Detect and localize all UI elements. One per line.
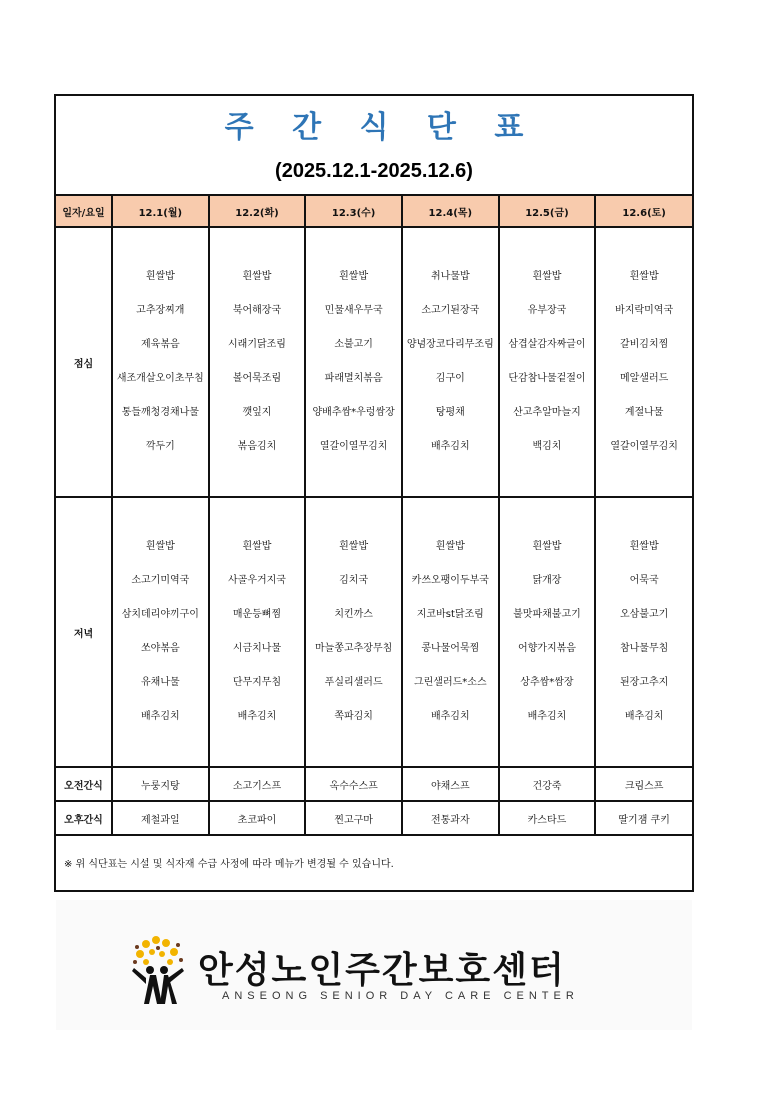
menu-item: 불맛파채불고기 <box>513 609 581 620</box>
menu-item: 흰쌀밥 <box>242 541 272 552</box>
menu-item: 삼겹살감자짜글이 <box>508 339 586 350</box>
menu-item: 민물새우무국 <box>324 305 383 316</box>
menu-item: 상추쌈*쌈장 <box>520 677 574 688</box>
center-subtitle: ANSEONG SENIOR DAY CARE CENTER <box>222 990 579 1002</box>
weekly-menu-sheet <box>54 94 694 892</box>
menu-item: 고추장찌개 <box>136 305 185 316</box>
menu-item: 흰쌀밥 <box>629 541 659 552</box>
dinner-cell <box>499 497 596 767</box>
date-day-header: 일자/요일 <box>56 196 112 227</box>
note-row <box>56 835 692 888</box>
menu-item: 계절나물 <box>624 407 664 418</box>
menu-item: 제육볶음 <box>141 339 180 350</box>
lunch-cell <box>499 227 596 497</box>
day-header: 12.3(수) <box>305 196 402 227</box>
menu-item: 흰쌀밥 <box>339 271 369 282</box>
tree-people-icon <box>126 934 190 1008</box>
lunch-cell <box>209 227 306 497</box>
menu-item: 치킨까스 <box>334 609 373 620</box>
lunch-label: 점심 <box>56 227 112 497</box>
menu-item: 흰쌀밥 <box>145 271 175 282</box>
menu-item: 단무지무침 <box>232 677 282 688</box>
menu-item: 양배추쌈*우렁쌈장 <box>312 407 395 418</box>
menu-item: 탕평채 <box>435 407 465 418</box>
menu-item: 흰쌀밥 <box>242 271 272 282</box>
menu-item: 흰쌀밥 <box>339 541 369 552</box>
dinner-cell <box>402 497 499 767</box>
menu-item: 지코바st닭조림 <box>416 609 484 620</box>
lunch-cell <box>595 227 692 497</box>
menu-item: 유부장국 <box>527 305 567 316</box>
afternoon-snack-row <box>56 801 692 835</box>
menu-item: 소불고기 <box>334 339 373 350</box>
menu-item: 카쓰오팽이두부국 <box>411 575 489 586</box>
snack-cell: 딸기잼 쿠키 <box>595 801 692 835</box>
lunch-cell <box>305 227 402 497</box>
menu-item: 배추김치 <box>430 441 470 452</box>
menu-item: 흰쌀밥 <box>435 541 465 552</box>
menu-item: 단감참나물겉절이 <box>508 373 586 384</box>
snack-cell: 찐고구마 <box>305 801 402 835</box>
date-range: (2025.12.1-2025.12.6) <box>275 160 473 182</box>
snack-cell: 누룽지탕 <box>112 767 209 801</box>
menu-item: 매운등뼈찜 <box>232 609 282 620</box>
lunch-cell <box>402 227 499 497</box>
menu-item: 흰쌀밥 <box>532 541 562 552</box>
page-title: 주 간 식 단 표 <box>224 110 538 145</box>
notice-text: ※ 위 식단표는 시설 및 식자재 수급 사정에 따라 메뉴가 변경될 수 있습니다. <box>56 835 692 888</box>
menu-item: 백김치 <box>532 441 562 452</box>
menu-table <box>56 196 692 888</box>
menu-item: 취나물밥 <box>430 271 470 282</box>
snack-cell: 옥수수스프 <box>305 767 402 801</box>
menu-item: 깍두기 <box>145 441 175 452</box>
menu-item: 김치국 <box>339 575 369 586</box>
menu-item: 통들깨청경채나물 <box>121 407 199 418</box>
dinner-cell <box>112 497 209 767</box>
menu-item: 열갈이열무김치 <box>319 441 388 452</box>
menu-item: 김구이 <box>435 373 465 384</box>
menu-item: 쏘야볶음 <box>141 643 180 654</box>
menu-item: 흰쌀밥 <box>145 541 175 552</box>
morning-snack-row <box>56 767 692 801</box>
menu-item: 산고추알마늘지 <box>513 407 581 418</box>
day-header: 12.4(목) <box>402 196 499 227</box>
menu-item: 오삼불고기 <box>619 609 669 620</box>
day-header: 12.2(화) <box>209 196 306 227</box>
menu-item: 어묵국 <box>629 575 659 586</box>
center-name: 안성노인주간보호센터 <box>198 950 566 991</box>
snack-cell: 소고기스프 <box>209 767 306 801</box>
menu-item: 삼치데리야끼구이 <box>121 609 199 620</box>
menu-item: 닭개장 <box>532 575 562 586</box>
menu-item: 어향가지볶음 <box>517 643 576 654</box>
menu-item: 그린샐러드*소스 <box>413 677 487 688</box>
center-logo <box>56 900 692 1030</box>
dinner-cell <box>209 497 306 767</box>
day-header: 12.6(토) <box>595 196 692 227</box>
menu-item: 볶음김치 <box>237 441 277 452</box>
menu-item: 갈비김치찜 <box>619 339 669 350</box>
menu-item: 소고기된장국 <box>421 305 480 316</box>
menu-item: 흰쌀밥 <box>629 271 659 282</box>
menu-item: 북어해장국 <box>232 305 282 316</box>
menu-item: 깻잎지 <box>242 407 272 418</box>
header-row <box>56 196 692 227</box>
menu-item: 시래기닭조림 <box>228 339 286 350</box>
snack-cell: 크림스프 <box>595 767 692 801</box>
menu-item: 바지락미역국 <box>615 305 674 316</box>
day-header: 12.5(금) <box>499 196 596 227</box>
menu-item: 배추김치 <box>624 711 664 722</box>
snack-cell: 카스타드 <box>499 801 596 835</box>
snack-cell: 초코파이 <box>209 801 306 835</box>
title-block <box>56 96 692 196</box>
menu-item: 쪽파김치 <box>334 711 373 722</box>
day-header: 12.1(월) <box>112 196 209 227</box>
menu-item: 열갈이열무김치 <box>610 441 678 452</box>
menu-item: 메알샐러드 <box>619 373 669 384</box>
menu-item: 푸실리샐러드 <box>324 677 383 688</box>
lunch-row <box>56 227 692 497</box>
menu-item: 배추김치 <box>430 711 470 722</box>
menu-item: 마늘쫑고추장무침 <box>315 643 393 654</box>
menu-item: 소고기미역국 <box>131 575 190 586</box>
dinner-cell <box>595 497 692 767</box>
menu-item: 배추김치 <box>527 711 567 722</box>
menu-item: 배추김치 <box>237 711 277 722</box>
snack-cell: 야채스프 <box>402 767 499 801</box>
menu-item: 유채나물 <box>141 677 180 688</box>
menu-item: 파래멸치볶음 <box>324 373 383 384</box>
menu-item: 배추김치 <box>141 711 180 722</box>
menu-item: 흰쌀밥 <box>532 271 562 282</box>
menu-item: 볼어묵조림 <box>232 373 282 384</box>
snack-cell: 건강죽 <box>499 767 596 801</box>
menu-item: 시금치나물 <box>232 643 282 654</box>
menu-item: 된장고추지 <box>619 677 669 688</box>
menu-item: 사골우거지국 <box>228 575 286 586</box>
menu-item: 양념장코다리무조림 <box>406 339 494 350</box>
menu-item: 콩나물어묵찜 <box>421 643 480 654</box>
morning-snack-label: 오전간식 <box>56 767 112 801</box>
menu-item: 새조개살오이초무침 <box>116 373 204 384</box>
snack-cell: 제철과일 <box>112 801 209 835</box>
dinner-label: 저녁 <box>56 497 112 767</box>
menu-item: 참나물무침 <box>619 643 669 654</box>
dinner-row <box>56 497 692 767</box>
afternoon-snack-label: 오후간식 <box>56 801 112 835</box>
dinner-cell <box>305 497 402 767</box>
lunch-cell <box>112 227 209 497</box>
snack-cell: 전통과자 <box>402 801 499 835</box>
